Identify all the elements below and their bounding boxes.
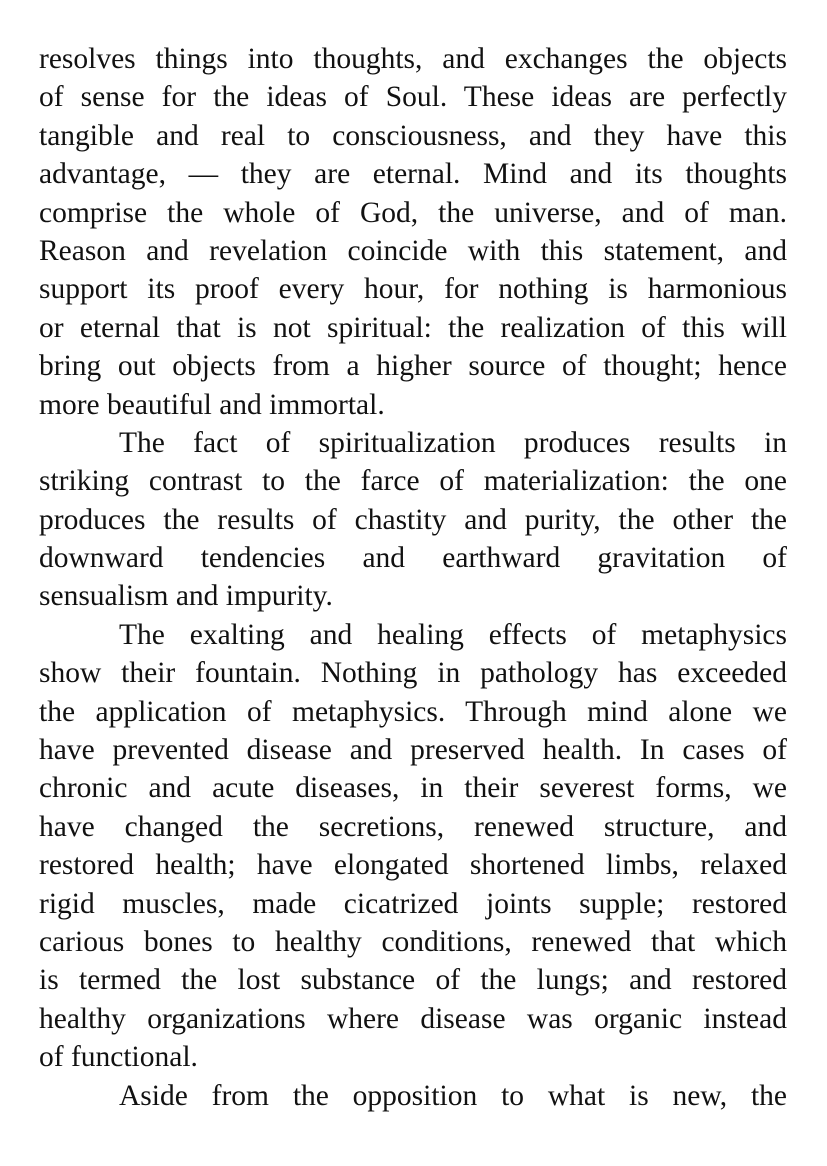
text-line: restored health; have elongated shortened limbs, relaxed: [39, 849, 787, 882]
text-line: chronic and acute diseases, in their severest forms, we: [39, 772, 787, 805]
document-page: [39, 40, 787, 1115]
text-line: of sense for the ideas of Soul. These ideas are perfectly: [39, 81, 787, 114]
text-line: downward tendencies and earthward gravitation of: [39, 542, 787, 575]
text-line: The exalting and healing effects of metaphysics: [119, 618, 787, 651]
text-line: rigid muscles, made cicatrized joints supple; restored: [39, 887, 787, 920]
text-line: Reason and revelation coincide with this statement, and: [39, 234, 787, 267]
text-line: Aside from the opposition to what is new, the: [119, 1079, 787, 1112]
text-line: resolves things into thoughts, and exchanges the objects: [39, 43, 787, 75]
text-line: healthy organizations where disease was organic instead: [39, 1002, 787, 1035]
text-line: or eternal that is not spiritual: the realization of this will: [39, 311, 787, 344]
text-line: comprise the whole of God, the universe, and of man.: [39, 196, 787, 229]
text-line: show their fountain. Nothing in pathology has exceeded: [39, 657, 787, 690]
text-line: advantage, — they are eternal. Mind and its thoughts: [39, 158, 787, 191]
text-line: tangible and real to consciousness, and they have this: [39, 119, 787, 152]
text-line: sensualism and impurity.: [39, 580, 333, 613]
text-line: striking contrast to the farce of materialization: the one: [39, 465, 787, 498]
text-line: bring out objects from a higher source of thought; hence: [39, 350, 787, 383]
text-line: is termed the lost substance of the lungs; and restored: [39, 964, 787, 997]
text-line: have prevented disease and preserved health. In cases of: [39, 734, 787, 767]
text-line: produces the results of chastity and purity, the other the: [39, 503, 787, 536]
text-line: carious bones to healthy conditions, renewed that which: [39, 925, 787, 958]
text-line: support its proof every hour, for nothing is harmonious: [39, 273, 787, 306]
text-line: the application of metaphysics. Through mind alone we: [39, 695, 787, 728]
text-line: The fact of spiritualization produces results in: [119, 426, 787, 459]
text-line: more beautiful and immortal.: [39, 388, 385, 421]
text-line: of functional.: [39, 1041, 198, 1074]
text-line: have changed the secretions, renewed structure, and: [39, 810, 787, 843]
